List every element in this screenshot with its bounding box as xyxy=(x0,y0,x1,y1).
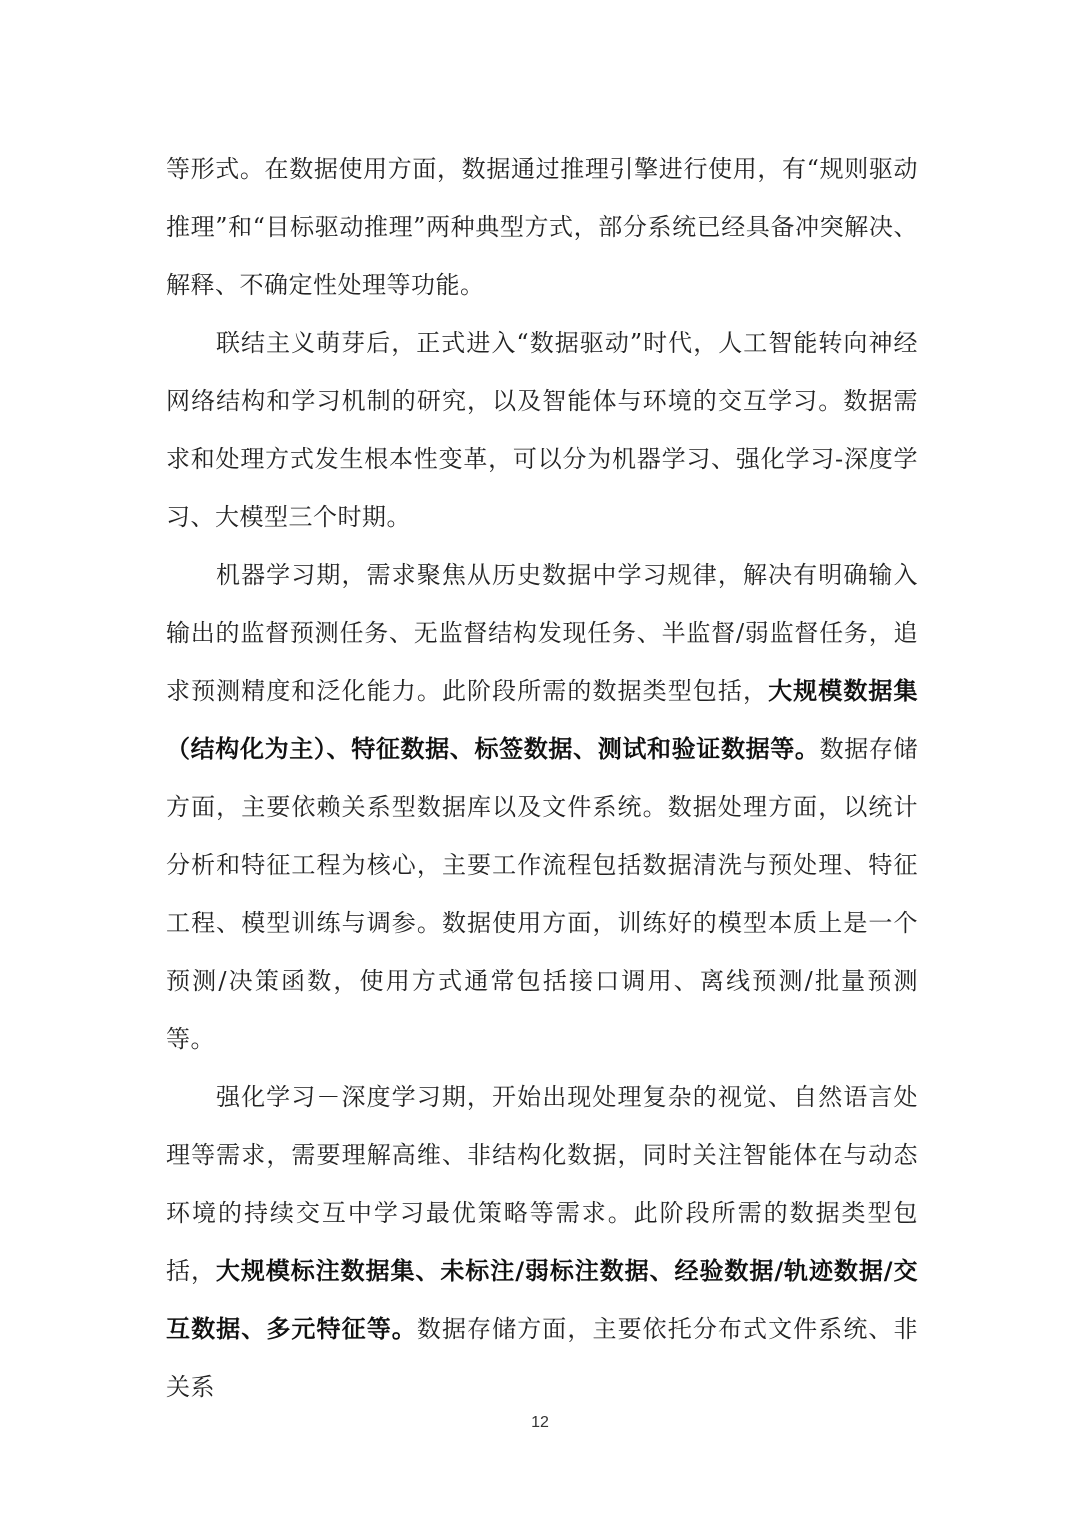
text-segment: 联结主义萌芽后，正式进入“数据驱动”时代，人工智能转向神经网络结构和学习机制的研究，以及智能体与环境的交互学习。数据需求和处理方式发生根本性变革，可以分为机器学习、强化学习-深度学习、大模型三个时期。 xyxy=(166,329,918,531)
bold-text-segment: 大规模数据集（结构化为主）、特征数据、标签数据、测试和验证数据等。 xyxy=(166,677,919,763)
text-segment: 等形式。在数据使用方面，数据通过推理引擎进行使用，有“规则驱动推理”和“目标驱动推理”两种典型方式，部分系统已经具备冲突解决、解释、不确定性处理等功能。 xyxy=(166,155,918,299)
bold-text-segment: 大规模标注数据集、未标注/弱标注数据、经验数据/轨迹数据/交互数据、多元特征等。 xyxy=(166,1257,919,1343)
text-segment: 机器学习期，需求聚焦从历史数据中学习规律，解决有明确输入输出的监督预测任务、无监督结构发现任务、半监督/弱监督任务，追求预测精度和泛化能力。此阶段所需的数据类型包括， xyxy=(166,561,918,705)
text-segment: 数据存储方面，主要依赖关系型数据库以及文件系统。数据处理方面，以统计分析和特征工程为核心，主要工作流程包括数据清洗与预处理、特征工程、模型训练与调参。数据使用方面，训练好的模型本质上是一个 预测/决策函数，使用方式通常包括接口调用、离线预测/批量预测等。 xyxy=(166,735,919,1053)
text-segment: 数据存储方面，主要依托分布式文件系统、非关系 xyxy=(166,1315,919,1401)
page-number: 12 xyxy=(531,1414,549,1431)
text-segment: 强化学习－深度学习期，开始出现处理复杂的视觉、自然语言处理等需求，需要理解高维、非结构化数据，同时关注智能体在与动态环境的持续交互中学习最优策略等需求。此阶段所需的数据类型包括， xyxy=(166,1083,918,1285)
body-text xyxy=(166,140,918,1416)
paragraph-2 xyxy=(166,314,918,546)
paragraph-1 xyxy=(166,140,918,314)
paragraph-3 xyxy=(166,546,918,1068)
paragraph-4 xyxy=(166,1068,918,1416)
